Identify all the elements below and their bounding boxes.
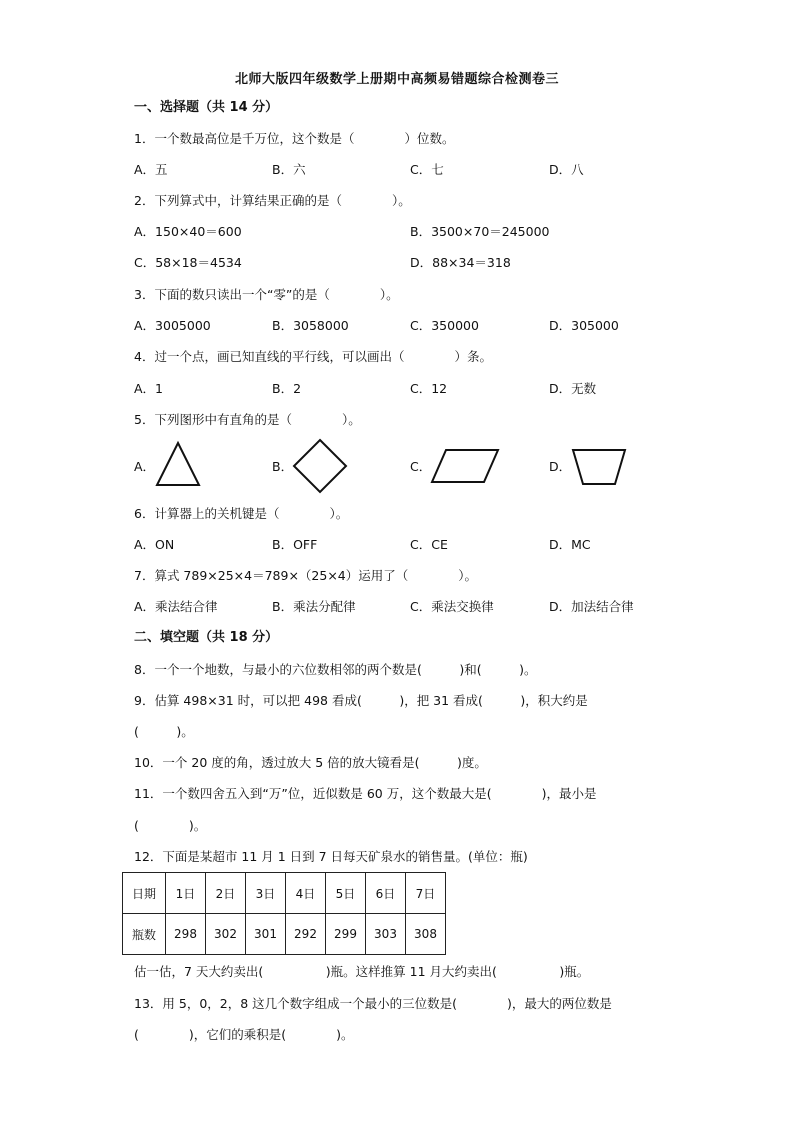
question-4: 4．过一个点，画已知直线的平行线，可以画出（ ）条。 (134, 349, 492, 364)
q2-option-d: D．88×34＝318 (410, 255, 511, 270)
q3-option-c: C．350000 (410, 318, 479, 333)
q6-option-a: A．ON (134, 537, 175, 552)
question-6: 6．计算器上的关机键是（ ）。 (134, 506, 349, 521)
q6-option-d: D．MC (549, 537, 591, 552)
q2-option-c: C．58×18＝4534 (134, 255, 242, 270)
table-cell: 298 (166, 914, 206, 955)
question-12: 12．下面是某超市 11 月 1 日到 7 日每天矿泉水的销售量。(单位：瓶) (134, 849, 528, 864)
table-cell: 日期 (123, 873, 166, 914)
q3-option-a: A．3005000 (134, 318, 211, 333)
q4-option-c: C．12 (410, 381, 448, 396)
table-cell: 1日 (166, 873, 206, 914)
table-cell: 瓶数 (123, 914, 166, 955)
q1-option-a: A．五 (134, 162, 168, 177)
q3-option-b: B．3058000 (272, 318, 349, 333)
table-row (123, 873, 446, 914)
question-3: 3．下面的数只读出一个“零”的是（ ）。 (134, 287, 399, 302)
table-cell: 301 (246, 914, 286, 955)
q5-option-a: A． (134, 459, 156, 474)
q2-option-b: B．3500×70＝245000 (410, 224, 550, 239)
q6-option-c: C．CE (410, 537, 448, 552)
table-cell: 7日 (406, 873, 446, 914)
q7-option-b: B．乘法分配律 (272, 599, 356, 614)
table-cell: 5日 (326, 873, 366, 914)
question-1: 1．一个数最高位是千万位，这个数是（ ）位数。 (134, 131, 455, 146)
table-cell: 4日 (286, 873, 326, 914)
q4-option-b: B．2 (272, 381, 302, 396)
table-cell: 292 (286, 914, 326, 955)
q3-option-d: D．305000 (549, 318, 619, 333)
q7-option-a: A．乘法结合律 (134, 599, 218, 614)
triangle-shape (154, 440, 202, 488)
q5-option-b: B． (272, 459, 294, 474)
table-cell: 302 (206, 914, 246, 955)
sales-table (122, 872, 446, 955)
q2-option-a: A．150×40＝600 (134, 224, 242, 239)
question-7: 7．算式 789×25×4＝789×（25×4）运用了（ ）。 (134, 568, 478, 583)
question-13-line-1: 13．用 5，0，2，8 这几个数字组成一个最小的三位数是( )，最大的两位数是 (134, 996, 612, 1011)
square-diamond-shape (292, 438, 348, 494)
question-5: 5．下列图形中有直角的是（ ）。 (134, 412, 361, 427)
section-heading-fill: 二、填空题（共 18 分） (134, 630, 279, 645)
q6-option-b: B．OFF (272, 537, 318, 552)
page-title: 北师大版四年级数学上册期中高频易错题综合检测卷三 (234, 72, 559, 87)
q5-option-d: D． (549, 459, 572, 474)
q1-option-d: D．八 (549, 162, 584, 177)
q4-option-a: A．1 (134, 381, 164, 396)
table-cell: 6日 (366, 873, 406, 914)
question-12-estimate: 估一估，7 天大约卖出( )瓶。这样推算 11 月大约卖出( )瓶。 (134, 964, 590, 979)
question-13-line-2: ( )，它们的乘积是( )。 (134, 1027, 354, 1042)
q1-option-b: B．六 (272, 162, 306, 177)
parallelogram-shape (430, 446, 500, 486)
question-11-line-1: 11．一个数四舍五入到“万”位，近似数是 60 万，这个数最大是( )，最小是 (134, 786, 597, 801)
trapezoid-shape (569, 446, 629, 488)
question-10: 10．一个 20 度的角，透过放大 5 倍的放大镜看是( )度。 (134, 755, 487, 770)
table-row (123, 914, 446, 955)
q7-option-d: D．加法结合律 (549, 599, 634, 614)
q1-option-c: C．七 (410, 162, 444, 177)
question-8: 8．一个一个地数，与最小的六位数相邻的两个数是( )和( )。 (134, 662, 537, 677)
q4-option-d: D．无数 (549, 381, 597, 396)
question-11-line-2: ( )。 (134, 818, 207, 833)
table-cell: 299 (326, 914, 366, 955)
question-9-line-1: 9．估算 498×31 时，可以把 498 看成( )，把 31 看成( )，积大约是 (134, 693, 588, 708)
table-cell: 3日 (246, 873, 286, 914)
section-heading-choice: 一、选择题（共 14 分） (134, 100, 279, 115)
table-cell: 2日 (206, 873, 246, 914)
q7-option-c: C．乘法交换律 (410, 599, 494, 614)
question-2: 2．下列算式中，计算结果正确的是（ ）。 (134, 193, 411, 208)
q5-option-c: C． (410, 459, 432, 474)
table-cell: 308 (406, 914, 446, 955)
table-cell: 303 (366, 914, 406, 955)
question-9-line-2: ( )。 (134, 724, 194, 739)
